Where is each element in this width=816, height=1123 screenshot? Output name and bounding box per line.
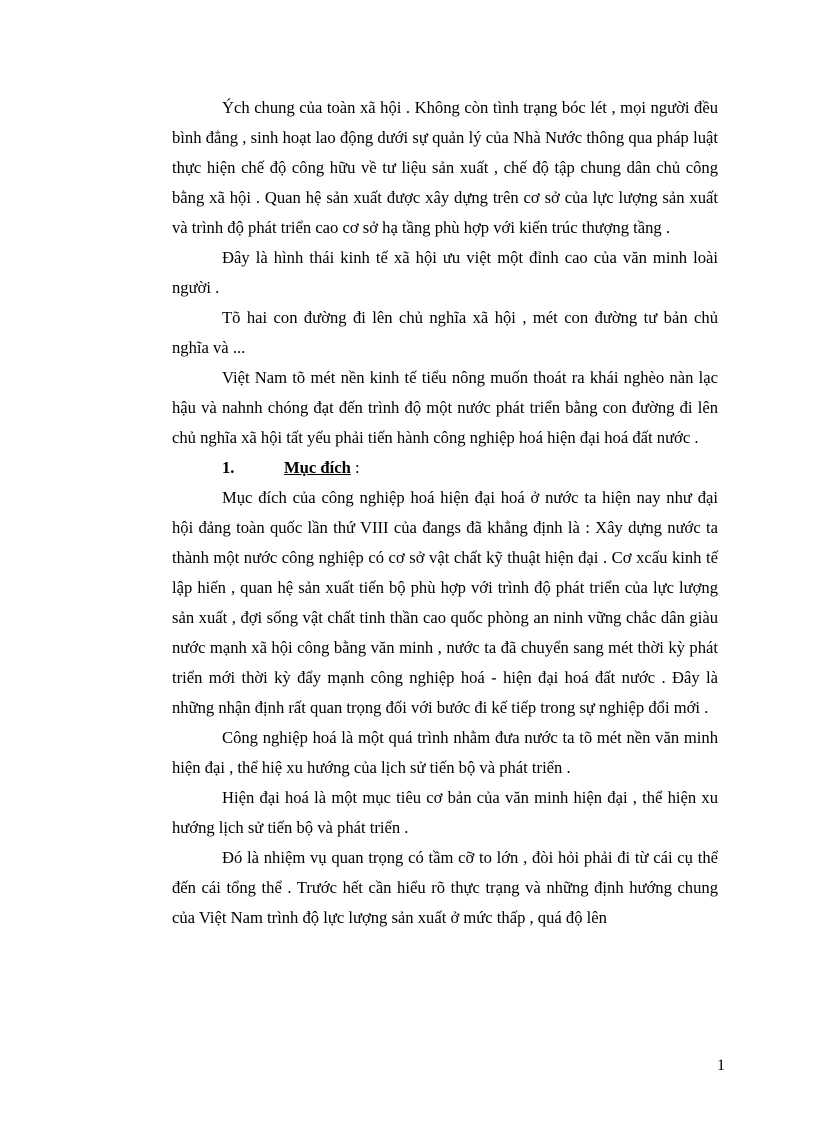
paragraph: Tõ hai con đường đi lên chủ nghĩa xã hội , mét con đường tư bản chủ nghĩa và ... <box>172 308 718 357</box>
paragraph: Ých chung của toàn xã hội . Không còn tình trạng bóc lét , mọi người đều bình đẳng , sinh hoạt lao động dưới sự quản lý của Nhà Nước thông qua pháp luật thực hiện chế độ công hữu về tư liệu sản xuất , chế độ tập chung dân chủ công bằng xã hội . Quan hệ sản xuất được xây dựng trên cơ sở của lực lượng sản xuất và trình độ phát triển cao cơ sở hạ tầng phù hợp với kiến trúc thượng tầng . <box>172 98 718 237</box>
document-body <box>172 93 718 933</box>
paragraph: Việt Nam tõ mét nền kinh tế tiểu nông muốn thoát ra khái nghèo nàn lạc hậu và nahnh chóng đạt đến trình độ một nước phát triển bằng con đường đi lên chủ nghĩa xã hội tất yếu phải tiến hành công nghiệp hoá hiện đại hoá đất nước . <box>172 368 718 447</box>
paragraph: Công nghiệp hoá là một quá trình nhằm đưa nước ta tõ mét nền văn minh hiện đại , thể hiệ xu hướng của lịch sử tiến bộ và phát triển . <box>172 728 718 777</box>
paragraph: Hiện đại hoá là một mục tiêu cơ bản của văn minh hiện đại , thể hiện xu hướng lịch sử tiến bộ và phát triển . <box>172 788 718 837</box>
section-heading <box>172 453 718 483</box>
section-title: Mục đích <box>284 458 351 477</box>
paragraph: Mục đích của công nghiệp hoá hiện đại hoá ở nước ta hiện nay như đại hội đảng toàn quốc lần thứ VIII của đangs đã khẳng định là : Xây dựng nước ta thành một nước công nghiệp có cơ sở vật chất kỹ thuật hiện đại . Cơ xcấu kinh tế lập hiến , quan hệ sản xuất tiến bộ phù hợp với trình độ phát triển của lực lượng sản xuất , đợi sống vật chất tinh thần cao quốc phòng an ninh vững chắc dân giàu nước mạnh xã hội công bằng văn minh , nước ta đã chuyển sang mét thời kỳ phát triển mới thời kỳ đẩy mạnh công nghiệp hoá - hiện đại hoá đất nước . Đây là những nhận định rất quan trọng đối với bước đi kế tiếp trong sự nghiệp đổi mới . <box>172 488 718 717</box>
section-title-suffix: : <box>350 458 360 477</box>
paragraph: Đó là nhiệm vụ quan trọng có tầm cỡ to lớn , đòi hỏi phải đi từ cái cụ thể đến cái tổng thể . Trước hết cần hiểu rõ thực trạng và những định hướng chung của Việt Nam trình độ lực lượng sản xuất ở mức thấp , quá độ lên <box>172 848 718 927</box>
paragraph: Đây là hình thái kinh tế xã hội ưu việt một đỉnh cao của văn minh loài người . <box>172 248 718 297</box>
section-number: 1. <box>222 458 235 477</box>
page-number: 1 <box>717 1057 725 1074</box>
